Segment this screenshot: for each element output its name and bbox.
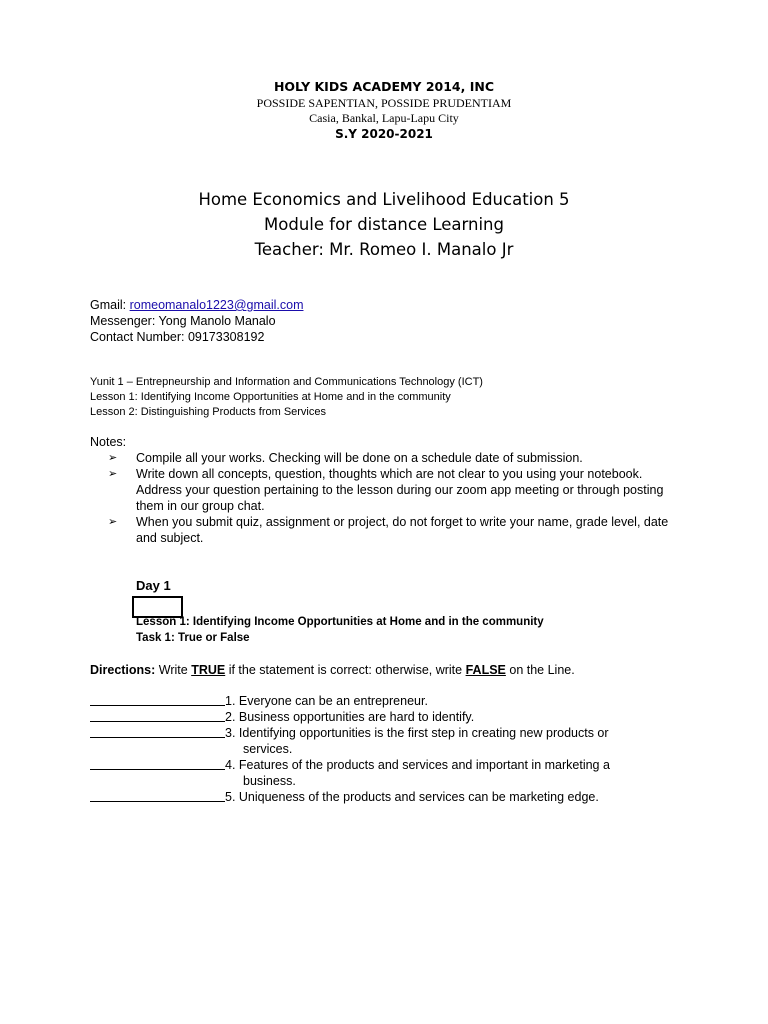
gmail-link[interactable]: romeomanalo1223@gmail.com <box>129 298 304 312</box>
school-year: S.Y 2020-2021 <box>335 127 433 141</box>
unit-info <box>90 375 483 420</box>
school-name: HOLY KIDS ACADEMY 2014, INC <box>273 79 495 94</box>
unit-line: Yunit 1 – Entrepneurship and Information and Communications Technology (ICT) <box>90 376 483 388</box>
school-header <box>0 78 768 142</box>
false-word: FALSE <box>465 663 506 677</box>
contact-number-line: Contact Number: 09173308192 <box>90 330 265 344</box>
question-item: 2. Business opportunities are hard to identify. <box>90 709 690 725</box>
teacher-title: Teacher: Mr. Romeo I. Manalo Jr <box>254 240 514 259</box>
module-title: Module for distance Learning <box>264 215 504 234</box>
school-address: Casia, Bankal, Lapu-Lapu City <box>309 111 459 125</box>
arrow-bullet-icon: ➢ <box>108 516 118 528</box>
contact-info <box>90 297 303 345</box>
question-item: 1. Everyone can be an entrepreneur. <box>90 693 690 709</box>
day-lesson <box>136 614 544 646</box>
question-item: 3. Identifying opportunities is the first step in creating new products or services. <box>90 725 690 757</box>
arrow-bullet-icon: ➢ <box>108 452 118 464</box>
day-lesson-title: Lesson 1: Identifying Income Opportunities at Home and in the community <box>136 616 544 628</box>
arrow-bullet-icon: ➢ <box>108 468 118 480</box>
notes-list <box>90 450 690 546</box>
messenger-line: Messenger: Yong Manolo Manalo <box>90 314 276 328</box>
answer-blank[interactable] <box>90 725 225 738</box>
school-motto: POSSIDE SAPENTIAN, POSSIDE PRUDENTIAM <box>256 96 512 110</box>
directions: Directions: Write TRUE if the statement is correct: otherwise, write FALSE on the Line. <box>90 663 575 677</box>
gmail-label: Gmail: <box>90 298 130 312</box>
note-item: ➢ When you submit quiz, assignment or project, do not forget to write your name, grade level, date and subject. <box>108 515 669 545</box>
module-titles <box>0 187 768 262</box>
lesson-2-line: Lesson 2: Distinguishing Products from Services <box>90 406 326 418</box>
notes-section <box>90 434 690 546</box>
notes-label: Notes: <box>90 435 127 449</box>
true-false-items <box>90 693 690 805</box>
note-item: ➢ Compile all your works. Checking will be done on a schedule date of submission. <box>108 451 583 465</box>
directions-label: Directions: <box>90 663 156 677</box>
answer-blank[interactable] <box>90 757 225 770</box>
gmail-line <box>90 297 303 313</box>
answer-blank[interactable] <box>90 693 225 706</box>
task-title: Task 1: True or False <box>136 632 250 644</box>
question-item: 4. Features of the products and services and important in marketing a business. <box>90 757 690 789</box>
lesson-1-line: Lesson 1: Identifying Income Opportunities at Home and in the community <box>90 391 451 403</box>
note-item: ➢ Write down all concepts, question, thoughts which are not clear to you using your notebook. Address your question pertaining to the lesson during our zoom app meeting or through posting them in our group chat. <box>108 467 664 513</box>
subject-title: Home Economics and Livelihood Education 5 <box>198 190 570 209</box>
question-item: 5. Uniqueness of the products and services can be marketing edge. <box>90 789 690 805</box>
day-label: Day 1 <box>136 578 171 593</box>
true-word: TRUE <box>191 663 226 677</box>
answer-blank[interactable] <box>90 709 225 722</box>
answer-blank[interactable] <box>90 789 225 802</box>
